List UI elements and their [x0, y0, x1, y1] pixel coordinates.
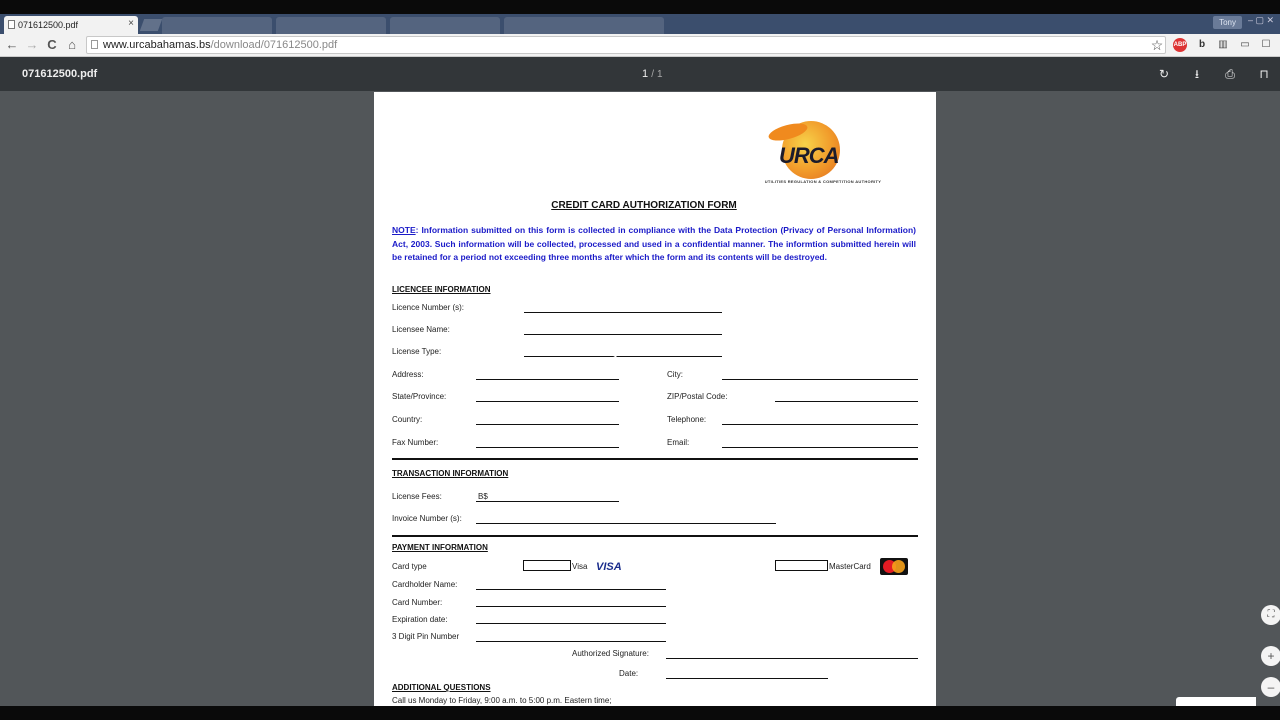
bing-icon[interactable]: b	[1198, 39, 1206, 50]
card-type-label: Card type	[392, 562, 427, 571]
pdf-filename: 071612500.pdf	[22, 68, 98, 80]
licencee-heading: LICENCEE INFORMATION	[392, 285, 491, 294]
invoice-field[interactable]	[476, 523, 776, 524]
cardholder-field[interactable]	[476, 589, 666, 590]
logo-tagline: UTILITIES REGULATION & COMPETITION AUTHORITY	[764, 179, 882, 184]
additional-text: Call us Monday to Friday, 9:00 a.m. to 5:00 p.m. Eastern time;	[392, 696, 612, 705]
mastercard-checkbox[interactable]	[775, 560, 828, 571]
city-label: City:	[667, 370, 683, 379]
license-type-field[interactable]	[524, 356, 722, 357]
cast-icon[interactable]: ▭	[1240, 39, 1250, 50]
currency-label: B$	[478, 492, 488, 501]
licence-number-label: Licence Number (s):	[392, 303, 465, 312]
url-path: /download/071612500.pdf	[210, 39, 338, 51]
back-button[interactable]: ←	[5, 37, 19, 52]
mastercard-yellow-circle	[892, 560, 905, 573]
license-fees-field[interactable]	[476, 501, 619, 502]
rotate-icon[interactable]: ↻	[1158, 67, 1170, 81]
section-divider	[392, 535, 918, 537]
print-icon[interactable]: ⎙	[1225, 67, 1235, 81]
adblock-icon[interactable]: ABP	[1173, 38, 1187, 52]
url-host: www.urcabahamas.bs	[103, 39, 211, 51]
tab-title: 071612500.pdf	[18, 20, 79, 30]
chat-icon[interactable]: ☐	[1261, 39, 1271, 50]
pin-label: 3 Digit Pin Number	[392, 632, 460, 641]
bookmark-icon[interactable]: ⊓	[1259, 67, 1269, 81]
email-label: Email:	[667, 438, 690, 447]
tab-background-4[interactable]	[504, 17, 664, 34]
note-label: NOTE	[392, 225, 416, 235]
page-separator: /	[651, 69, 654, 80]
address-field[interactable]	[476, 379, 619, 380]
profile-badge[interactable]: Tony	[1213, 16, 1242, 29]
bookmark-star-icon[interactable]: ☆	[1150, 37, 1164, 53]
fax-label: Fax Number:	[392, 438, 439, 447]
licence-number-field[interactable]	[524, 312, 722, 313]
license-type-label: License Type:	[392, 347, 442, 356]
fit-page-button[interactable]: ⛶	[1261, 605, 1280, 625]
payment-heading: PAYMENT INFORMATION	[392, 543, 488, 552]
signature-field[interactable]	[666, 658, 918, 659]
state-field[interactable]	[476, 401, 619, 402]
zip-field[interactable]	[775, 401, 918, 402]
state-label: State/Province:	[392, 392, 447, 401]
telephone-field[interactable]	[722, 424, 918, 425]
invoice-label: Invoice Number (s):	[392, 514, 462, 523]
window-controls[interactable]: – ▢ ✕	[1247, 15, 1274, 25]
address-label: Address:	[392, 370, 424, 379]
mastercard-label: MasterCard	[829, 562, 871, 571]
email-field[interactable]	[722, 447, 918, 448]
urca-logo	[760, 107, 886, 187]
home-button[interactable]: ⌂	[68, 37, 76, 52]
section-divider	[392, 458, 918, 460]
visa-checkbox[interactable]	[523, 560, 571, 571]
date-field[interactable]	[666, 678, 828, 679]
letterbox-bottom	[0, 706, 1280, 720]
reader-icon[interactable]: ▥	[1218, 39, 1228, 50]
date-label: Date:	[619, 669, 639, 678]
card-number-label: Card Number:	[392, 598, 443, 607]
forward-button[interactable]: →	[25, 37, 39, 52]
expiration-field[interactable]	[476, 623, 666, 624]
logo-word: URCA	[779, 143, 839, 168]
tab-close-icon[interactable]: ×	[128, 18, 134, 29]
signature-label: Authorized Signature:	[572, 649, 649, 658]
note-text: : Information submitted on this form is collected in compliance with the Data Protection (Privacy of Personal Information) Act, 2003. Such information will be collected, processed and used in a confidential manner. The informtion submitted herein will be retained for a period not exceeding three months after which the form and its contents will be destroyed.	[392, 225, 916, 262]
tab-background-1[interactable]	[162, 17, 272, 34]
visa-logo: VISA	[596, 561, 622, 573]
fax-field[interactable]	[476, 447, 619, 448]
download-icon[interactable]: ⭳	[1194, 67, 1200, 81]
page-icon	[91, 40, 98, 49]
city-field[interactable]	[722, 379, 918, 380]
tab-active[interactable]	[4, 16, 138, 34]
expiration-label: Expiration date:	[392, 615, 448, 624]
license-fees-label: License Fees:	[392, 492, 442, 501]
page-current[interactable]: 1	[642, 68, 649, 80]
zoom-out-button[interactable]: –	[1261, 677, 1280, 697]
document-icon	[8, 20, 15, 29]
licensee-name-field[interactable]	[524, 334, 722, 335]
visa-label: Visa	[572, 562, 588, 571]
cardholder-label: Cardholder Name:	[392, 580, 458, 589]
zip-label: ZIP/Postal Code:	[667, 392, 728, 401]
telephone-label: Telephone:	[667, 415, 707, 424]
page-indicator	[642, 68, 663, 80]
status-popup	[1176, 697, 1256, 706]
tab-background-3[interactable]	[390, 17, 500, 34]
mastercard-logo	[880, 558, 908, 575]
reload-button[interactable]: C	[47, 37, 57, 52]
zoom-in-button[interactable]: +	[1261, 646, 1280, 666]
additional-heading: ADDITIONAL QUESTIONS	[392, 683, 491, 692]
form-title: CREDIT CARD AUTHORIZATION FORM	[551, 200, 737, 211]
letterbox-top	[0, 0, 1280, 14]
privacy-note	[392, 224, 916, 265]
tab-background-2[interactable]	[276, 17, 386, 34]
card-number-field[interactable]	[476, 606, 666, 607]
country-label: Country:	[392, 415, 423, 424]
pin-field[interactable]	[476, 641, 666, 642]
address-bar[interactable]	[86, 36, 1166, 54]
pdf-page	[374, 92, 936, 706]
transaction-heading: TRANSACTION INFORMATION	[392, 469, 509, 478]
pdf-toolbar	[0, 57, 1280, 91]
page-total: 1	[657, 69, 663, 80]
country-field[interactable]	[476, 424, 619, 425]
licensee-name-label: Licensee Name:	[392, 325, 450, 334]
